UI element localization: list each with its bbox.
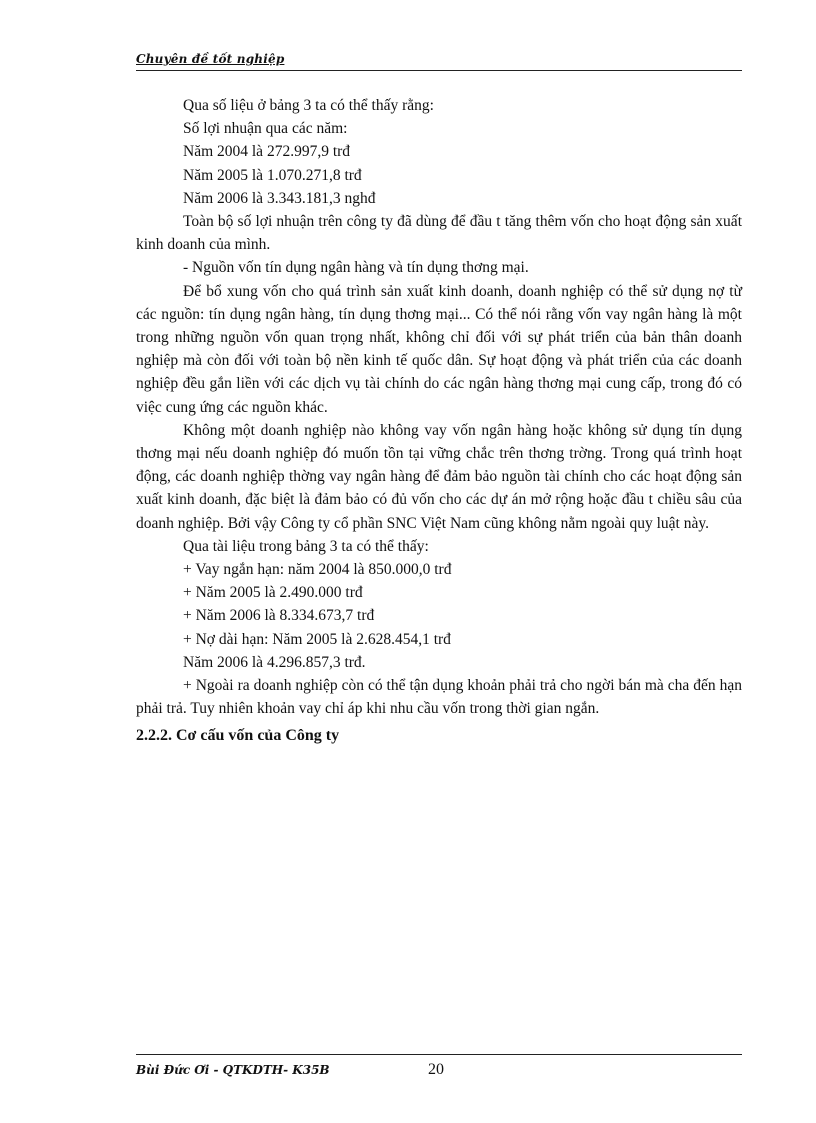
paragraph-short-term-2005: + Năm 2005 là 2.490.000 trđ <box>183 584 363 602</box>
paragraph-supplement-capital: Để bổ xung vốn cho quá trình sản xuất kinh doanh, doanh nghiệp có thể sử dụng nợ từ các nguồn: tín dụng ngân hàng, tín dụng thơng mại... Có thể nói rằng vốn vay ngân hàng là một trong những nguồn vốn quan trọng nhất, không chỉ đối với sự phát triển của bản thân doanh nghiệp mà còn đối với toàn bộ nền kinh tế quốc dân. Sự hoạt động và phát triển của các doanh nghiệp đều gắn liền với các dịch vụ tài chính do các ngân hàng thơng mại cung cấp, trong đó có việc cung ứng các nguồn khác. <box>136 282 742 416</box>
footer-author: Bùi Đức Ơi - QTKDTH- K35B <box>136 1063 330 1077</box>
document-body <box>136 94 742 748</box>
paragraph-short-term-2004: + Vay ngắn hạn: năm 2004 là 850.000,0 trđ <box>183 561 452 579</box>
paragraph-table-ref: Qua tài liệu trong bảng 3 ta có thể thấy: <box>183 537 429 555</box>
paragraph-profit-2006: Năm 2006 là 3.343.181,3 nghđ <box>183 189 376 207</box>
page-footer <box>136 1054 742 1079</box>
paragraph-bank-loans: Không một doanh nghiệp nào không vay vốn ngân hàng hoặc không sử dụng tín dụng thơng mại nếu doanh nghiệp đó muốn tồn tại vững chắc trên thơng trờng. Trong quá trình hoạt động, các doanh nghiệp thờng vay ngân hàng để đảm bảo nguồn tài chính cho các hoạt động sản xuất kinh doanh, đặc biệt là đảm bảo có đủ vốn cho các dự án mở rộng hoặc đầu t chiều sâu của doanh nghiệp. Bởi vậy Công ty cổ phần SNC Việt Nam cũng không nằm ngoài quy luật này. <box>136 421 742 532</box>
paragraph-credit-source: - Nguồn vốn tín dụng ngân hàng và tín dụng thơng mại. <box>183 259 529 277</box>
paragraph-profit-2004: Năm 2004 là 272.997,9 trđ <box>183 143 351 161</box>
paragraph-profit-2005: Năm 2005 là 1.070.271,8 trđ <box>183 166 362 184</box>
paragraph-long-term-2005: + Nợ dài hạn: Năm 2005 là 2.628.454,1 trđ <box>183 630 451 648</box>
section-heading: 2.2.2. Cơ cấu vốn của Công ty <box>136 727 340 745</box>
paragraph-profit-use: Toàn bộ số lợi nhuận trên công ty đã dùng để đầu t tăng thêm vốn cho hoạt động sản xuất kinh doanh của mình. <box>136 213 742 254</box>
paragraph-payables: + Ngoài ra doanh nghiệp còn có thể tận dụng khoản phải trả cho ngời bán mà cha đến hạn phải trả. Tuy nhiên khoản vay chỉ áp khi nhu cầu vốn trong thời gian ngắn. <box>136 677 742 718</box>
page-number: 20 <box>428 1061 444 1078</box>
paragraph-long-term-2006: Năm 2006 là 4.296.857,3 trđ. <box>183 653 366 671</box>
paragraph-profit-label: Số lợi nhuận qua các năm: <box>183 120 348 138</box>
paragraph-intro: Qua số liệu ở bảng 3 ta có thể thấy rằng: <box>183 97 434 114</box>
paragraph-short-term-2006: + Năm 2006 là 8.334.673,7 trđ <box>183 607 375 625</box>
header-title: Chuyên đề tốt nghiệp <box>136 52 285 66</box>
page-header <box>136 50 742 71</box>
